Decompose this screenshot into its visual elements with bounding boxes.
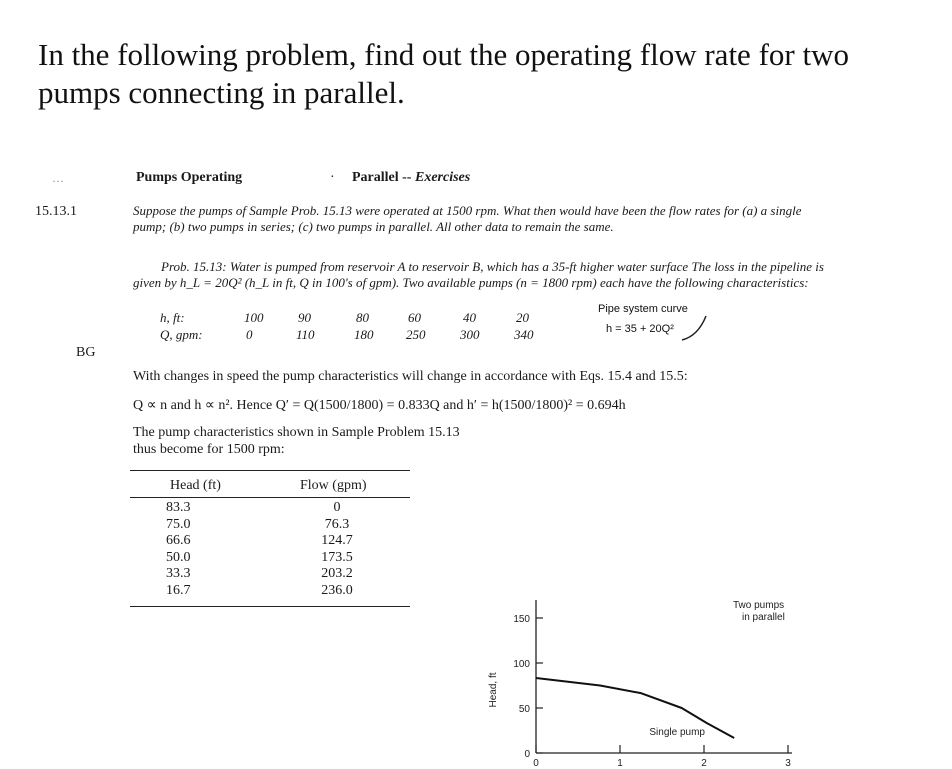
header-fragment: … bbox=[52, 171, 64, 185]
section-subtitle bbox=[352, 170, 470, 186]
table-cell: 124.7 bbox=[321, 533, 353, 548]
table-cell: 236.0 bbox=[321, 582, 353, 598]
q-label: Q, gpm: bbox=[160, 327, 203, 342]
x-tick-label: 3 bbox=[785, 758, 791, 769]
y-ticks bbox=[513, 614, 543, 760]
problem-statement: Suppose the pumps of Sample Prob. 15.13 were operated at 1500 rpm. What then would have been the flow rates for (a) a single pump; (b) two pumps in series; (c) two pumps in parallel. All other data to remain the same. bbox=[133, 203, 802, 234]
h-value: 90 bbox=[298, 310, 311, 325]
margin-note: BG bbox=[76, 345, 96, 360]
x-tick-label: 1 bbox=[617, 758, 623, 769]
solution-line-3: The pump characteristics shown in Sample Problem 15.13 thus become for 1500 rpm: bbox=[133, 425, 460, 457]
q-value: 180 bbox=[354, 327, 374, 342]
q-value: 300 bbox=[460, 327, 480, 342]
y-tick-label: 150 bbox=[513, 614, 530, 625]
annotation-parallel-line1: Two pumps bbox=[733, 600, 785, 611]
annotation-single-pump: Single pump bbox=[649, 727, 705, 738]
y-axis-label: Head, ft bbox=[488, 672, 499, 708]
pump-curve-chart bbox=[470, 440, 940, 769]
pipe-curve-label: Pipe system curve bbox=[598, 303, 688, 315]
pipe-curve-equation: h = 35 + 20Q² bbox=[606, 323, 674, 335]
table-cell: 203.2 bbox=[321, 566, 353, 581]
y-tick-label: 0 bbox=[524, 749, 530, 760]
table-cell: 66.6 bbox=[166, 533, 191, 548]
q-value: 110 bbox=[296, 327, 315, 342]
table-cell: 16.7 bbox=[166, 582, 191, 598]
table-top-rule bbox=[130, 470, 410, 471]
h-label: h, ft: bbox=[160, 310, 185, 325]
section-subtitle-a: Parallel -- bbox=[352, 170, 415, 185]
pipe-curve-sketch bbox=[680, 314, 710, 344]
table-cell: 50.0 bbox=[166, 549, 191, 565]
y-tick-label: 50 bbox=[518, 704, 530, 715]
table-header-flow: Flow (gpm) bbox=[300, 478, 367, 493]
table-bottom-rule bbox=[130, 606, 410, 607]
intro-text: In the following problem, find out the operating flow rate for two pumps connecting in parallel. bbox=[38, 37, 849, 110]
head-column bbox=[166, 500, 226, 599]
section-title-separator: · bbox=[330, 170, 335, 185]
x-ticks bbox=[533, 745, 791, 769]
h-value: 20 bbox=[516, 310, 529, 325]
h-value: 80 bbox=[356, 310, 369, 325]
table-header-head: Head (ft) bbox=[170, 478, 221, 493]
x-tick-label: 0 bbox=[533, 758, 539, 769]
annotation-parallel bbox=[733, 600, 785, 623]
table-cell: 33.3 bbox=[166, 566, 191, 581]
table-cell: 76.3 bbox=[324, 516, 350, 532]
sample-problem-text: Prob. 15.13: Water is pumped from reservoir A to reservoir B, which has a 35-ft higher water surface The loss in the pipeline is given by h_L = 20Q² (h_L in ft, Q in 100's of gpm). Two available pumps (n = 1800 rpm) each have the following characteristics: bbox=[133, 259, 824, 290]
q-value: 340 bbox=[514, 327, 534, 342]
h-value: 60 bbox=[408, 310, 421, 325]
annotation-parallel-line2: in parallel bbox=[742, 612, 785, 623]
h-value: 40 bbox=[463, 310, 476, 325]
problem-number: 15.13.1 bbox=[35, 204, 77, 219]
h-value: 100 bbox=[244, 310, 264, 325]
section-subtitle-b: Exercises bbox=[414, 170, 471, 185]
table-cell: 83.3 bbox=[166, 500, 191, 515]
table-cell: 75.0 bbox=[166, 516, 191, 532]
flow-column bbox=[302, 500, 372, 599]
solution-line-1: With changes in speed the pump characteristics will change in accordance with Eqs. 15.4 and 15.5: bbox=[133, 369, 688, 384]
table-cell: 0 bbox=[333, 500, 341, 515]
solution-line-2: Q ∝ n and h ∝ n². Hence Q′ = Q(1500/1800) = 0.833Q and h′ = h(1500/1800)² = 0.694h bbox=[133, 398, 626, 413]
pump-characteristics-table bbox=[130, 470, 410, 610]
x-tick-label: 2 bbox=[701, 758, 707, 769]
q-value: 250 bbox=[406, 327, 426, 342]
table-cell: 173.5 bbox=[321, 549, 353, 565]
section-title: Pumps Operating bbox=[136, 170, 243, 185]
y-tick-label: 100 bbox=[513, 659, 530, 670]
q-value: 0 bbox=[246, 327, 253, 342]
table-header-rule bbox=[130, 497, 410, 498]
